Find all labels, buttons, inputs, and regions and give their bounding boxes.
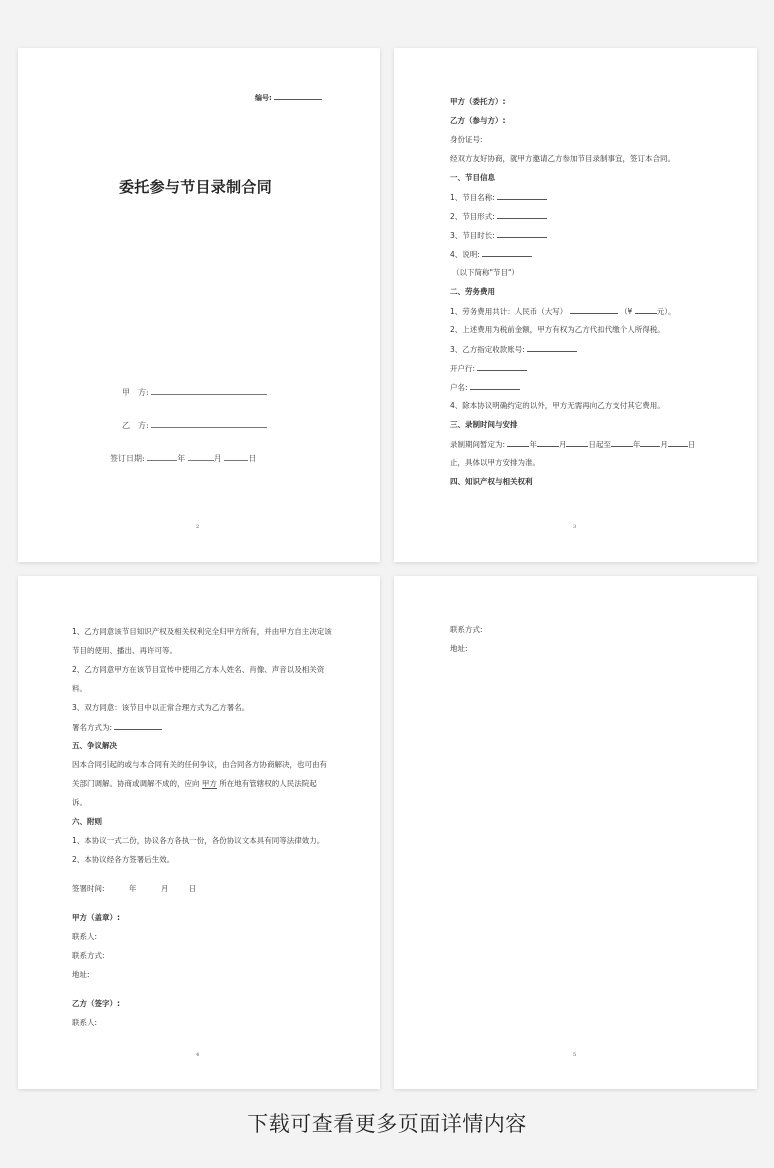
party-a-seal: 甲方（盖章）: [72,913,120,922]
sign-month-label: 月 [160,884,169,893]
serial-number-row [255,92,322,103]
section-3-heading: 三、录制时间与安排 [450,420,518,429]
fee-tax: 2、上述费用为税前金额，甲方有权为乙方代扣代缴个人所得税。 [450,325,665,334]
ip-clause-2a: 2、乙方同意甲方在该节目宣传中使用乙方本人姓名、肖像、声音以及相关资 [72,665,325,674]
program-name-blank [497,192,547,200]
rec-day2-label: 日 [687,440,696,449]
account-name-row [450,382,520,393]
program-name-label: 1、节目名称: [450,193,495,202]
page-cover [18,48,380,562]
contact-way-a: 联系方式: [72,951,105,960]
page-contract-3 [18,576,380,1089]
rec-month1-blank [537,439,559,447]
sign-day-label: 日 [188,884,197,893]
download-caption: 下载可查看更多页面详情内容 [247,1112,527,1136]
sign-way-blank [114,722,162,730]
rec-year2-label: 年 [632,440,641,449]
watermark [468,906,489,931]
rec-month1-label: 月 [558,440,567,449]
id-number: 身份证号: [450,135,483,144]
rec-day-from-label: 日起至 [588,440,611,449]
section-2-heading: 二、劳务费用 [450,287,495,296]
rec-year1-blank [507,439,529,447]
page-contract-2 [394,48,757,562]
section-4-heading: 四、知识产权与相关权利 [450,477,533,486]
program-form-label: 2、节目形式: [450,212,495,221]
contact-a: 联系人: [72,932,98,941]
party-b-sign: 乙方（签字）: [72,999,120,1008]
rec-month2-label: 月 [660,440,668,449]
appendix-2: 2、本协议经各方签署后生效。 [72,855,175,864]
sign-date-row [110,453,256,464]
section-5-heading: 五、争议解决 [72,741,117,750]
year-blank [147,453,177,461]
day-label: 日 [248,454,257,463]
dispute-party: 甲方 [201,779,217,788]
page-contract-4 [394,576,757,1089]
intro-text: 经双方友好协商，就甲方邀请乙方参加节目录制事宜，签订本合同。 [450,154,675,163]
rec-month2-blank [640,439,660,447]
month-blank [188,453,214,461]
program-duration-blank [497,230,547,238]
program-note-row [450,249,532,260]
dispute-line-b [72,779,317,789]
record-period-end: 止，具体以甲方安排为准。 [450,458,540,467]
dispute-b1: 关部门调解。协商或调解不成的，应向 [72,779,200,788]
party-b-heading: 乙方（参与方）: [450,116,506,125]
rec-year2-blank [611,439,633,447]
party-a-heading: 甲方（委托方）: [450,97,506,106]
program-duration-label: 3、节目时长: [450,231,495,240]
sign-date-label: 签订日期: [110,454,145,463]
contact-way: 联系方式: [450,625,483,634]
account-name-label: 户名: [450,383,468,392]
program-alias: （以下简称"节目"） [452,268,519,277]
sign-way-label: 署名方式为: [72,723,113,732]
bank-label: 开户行: [450,364,476,373]
fee-yuan-label: 元）。 [656,307,676,316]
section-6-heading: 六、附则 [72,817,102,826]
month-label: 月 [213,454,222,463]
account-blank [527,344,577,352]
dispute-b3: 所在地有管辖权的人民法院起 [219,779,317,788]
ip-clause-1a: 1、乙方同意该节目知识产权及相关权利完全归甲方所有，并由甲方自主决定该 [72,627,332,636]
fee-total-label: 1、劳务费用共计：人民币（大写） [450,307,568,316]
sign-time-row [72,884,196,894]
party-b-row [122,420,267,431]
fee-other: 4、除本协议明确约定的以外，甲方无需再向乙方支付其它费用。 [450,401,665,410]
contact-b: 联系人: [72,1018,98,1027]
program-form-blank [497,211,547,219]
account-name-blank [470,382,520,390]
serial-label: 编号: [255,94,272,102]
rec-day2-blank [668,439,688,447]
section-1-heading: 一、节目信息 [450,173,495,182]
sign-year-label: 年 [128,884,137,893]
record-period-row [450,439,695,450]
page-number: 5 [573,1052,577,1058]
fee-total-row [450,306,675,317]
watermark [22,906,43,931]
day-blank [224,453,248,461]
dispute-line-c: 诉。 [72,798,87,807]
page-number: 3 [573,524,577,530]
party-a-label: 甲 方: [122,388,149,397]
page-number: 2 [196,524,200,530]
year-label: 年 [177,454,186,463]
program-note-blank [482,249,532,257]
page-number: 4 [196,1052,200,1058]
fee-words-blank [570,306,618,314]
address: 地址: [450,644,468,653]
watermark [558,468,579,493]
program-form-row [450,211,547,222]
account-row [450,344,577,355]
party-b-blank [151,420,267,428]
contract-title: 委托参与节目录制合同 [119,178,273,196]
ip-clause-3: 3、双方同意：该节目中以正常合理方式为乙方署名。 [72,703,250,712]
ip-clause-1b: 节目的使用、播出、再许可等。 [72,646,177,655]
record-period-label: 录制期间暂定为: [450,440,506,449]
rec-year1-label: 年 [529,440,537,449]
bank-blank [477,363,527,371]
party-a-blank [151,387,267,395]
bank-row [450,363,527,374]
party-a-row [122,387,267,398]
party-b-label: 乙 方: [122,421,149,430]
ip-clause-2b: 料。 [72,684,87,693]
rec-day1-blank [566,439,588,447]
program-duration-row [450,230,547,241]
appendix-1: 1、本协议一式二份，协议各方各执一份，各份协议文本具有同等法律效力。 [72,836,325,845]
address-a: 地址: [72,970,90,979]
serial-blank [274,92,322,100]
sign-time-label: 签署时间: [72,884,105,893]
fee-yen-label: （¥ [620,307,633,316]
fee-number-blank [635,306,657,314]
dispute-line-a: 因本合同引起的或与本合同有关的任何争议，由合同各方协商解决，也可由有 [72,760,327,769]
account-label: 3、乙方指定收款账号: [450,345,525,354]
sign-way-row [72,722,162,733]
program-note-label: 4、说明: [450,250,480,259]
program-name-row [450,192,547,203]
